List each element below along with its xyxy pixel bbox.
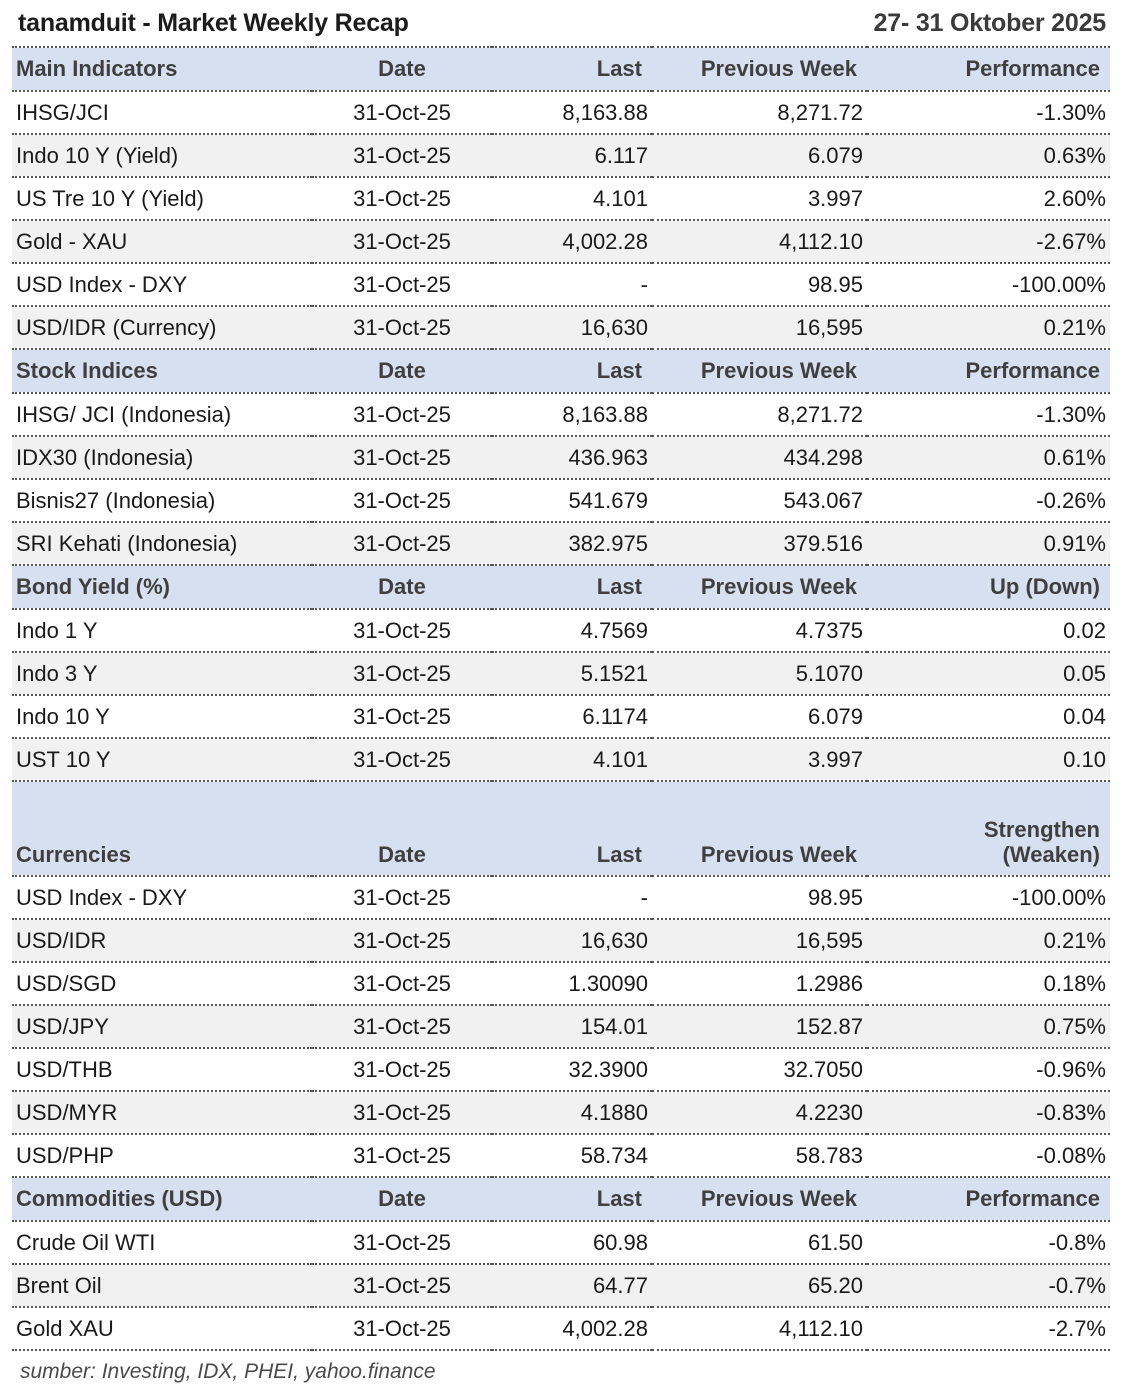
cell-instrument: Crude Oil WTI [12, 1221, 312, 1264]
table-row [12, 1264, 1110, 1307]
cell-last: 16,630 [492, 306, 652, 349]
cell-date: 31-Oct-25 [312, 876, 492, 919]
cell-previous-week: 58.783 [652, 1134, 867, 1177]
cell-date: 31-Oct-25 [312, 522, 492, 565]
cell-instrument: USD/THB [12, 1048, 312, 1091]
cell-instrument: Gold - XAU [12, 220, 312, 263]
cell-performance: 0.02 [867, 609, 1110, 652]
cell-performance: -0.83% [867, 1091, 1110, 1134]
cell-instrument: US Tre 10 Y (Yield) [12, 177, 312, 220]
cell-date: 31-Oct-25 [312, 1048, 492, 1091]
cell-previous-week: 32.7050 [652, 1048, 867, 1091]
cell-last: 6.117 [492, 134, 652, 177]
cell-last: 16,630 [492, 919, 652, 962]
cell-performance: -1.30% [867, 91, 1110, 134]
column-header-name: Main Indicators [12, 47, 312, 91]
cell-instrument: UST 10 Y [12, 738, 312, 781]
cell-previous-week: 98.95 [652, 263, 867, 306]
cell-previous-week: 6.079 [652, 695, 867, 738]
cell-previous-week: 4.7375 [652, 609, 867, 652]
cell-instrument: USD/SGD [12, 962, 312, 1005]
cell-last: 1.30090 [492, 962, 652, 1005]
table-body [12, 47, 1110, 1350]
table-row [12, 522, 1110, 565]
cell-last: 8,163.88 [492, 393, 652, 436]
cell-instrument: USD Index - DXY [12, 263, 312, 306]
table-row [12, 1134, 1110, 1177]
cell-date: 31-Oct-25 [312, 738, 492, 781]
column-header-date: Date [312, 349, 492, 393]
cell-performance: -0.26% [867, 479, 1110, 522]
cell-performance: -2.7% [867, 1307, 1110, 1350]
cell-last: 4,002.28 [492, 1307, 652, 1350]
table-row [12, 1005, 1110, 1048]
column-header-name: Bond Yield (%) [12, 565, 312, 609]
cell-previous-week: 379.516 [652, 522, 867, 565]
cell-previous-week: 3.997 [652, 738, 867, 781]
table-row [12, 220, 1110, 263]
cell-performance: -0.7% [867, 1264, 1110, 1307]
cell-instrument: Indo 3 Y [12, 652, 312, 695]
cell-previous-week: 8,271.72 [652, 91, 867, 134]
table-row [12, 134, 1110, 177]
cell-performance: -100.00% [867, 263, 1110, 306]
section-header-bond-yield [12, 565, 1110, 609]
cell-date: 31-Oct-25 [312, 652, 492, 695]
table-row [12, 962, 1110, 1005]
column-header-last: Last [492, 781, 652, 876]
cell-last: - [492, 876, 652, 919]
cell-date: 31-Oct-25 [312, 306, 492, 349]
source-note: sumber: Investing, IDX, PHEI, yahoo.finance [20, 1360, 436, 1383]
date-range-label: 27- 31 Oktober 2025 [873, 8, 1106, 37]
cell-last: 436.963 [492, 436, 652, 479]
cell-date: 31-Oct-25 [312, 479, 492, 522]
cell-performance: -100.00% [867, 876, 1110, 919]
cell-instrument: USD Index - DXY [12, 876, 312, 919]
cell-performance: 2.60% [867, 177, 1110, 220]
column-header-last: Last [492, 349, 652, 393]
cell-date: 31-Oct-25 [312, 919, 492, 962]
table-row [12, 306, 1110, 349]
cell-performance: 0.75% [867, 1005, 1110, 1048]
cell-performance: 0.21% [867, 306, 1110, 349]
column-header-name: Commodities (USD) [12, 1177, 312, 1221]
table-row [12, 1221, 1110, 1264]
column-header-date: Date [312, 1177, 492, 1221]
cell-date: 31-Oct-25 [312, 962, 492, 1005]
column-header-date: Date [312, 781, 492, 876]
table-row [12, 695, 1110, 738]
column-header-last: Last [492, 47, 652, 91]
table-row [12, 177, 1110, 220]
section-header-stock-indices [12, 349, 1110, 393]
cell-instrument: Brent Oil [12, 1264, 312, 1307]
cell-previous-week: 5.1070 [652, 652, 867, 695]
cell-last: 60.98 [492, 1221, 652, 1264]
table-row [12, 1091, 1110, 1134]
cell-date: 31-Oct-25 [312, 220, 492, 263]
table-row [12, 436, 1110, 479]
cell-performance: -1.30% [867, 393, 1110, 436]
cell-performance: -0.8% [867, 1221, 1110, 1264]
cell-performance: 0.10 [867, 738, 1110, 781]
cell-last: 4.101 [492, 177, 652, 220]
cell-instrument: Indo 1 Y [12, 609, 312, 652]
column-header-performance: Strengthen (Weaken) [867, 781, 1110, 876]
title-bar [12, 0, 1110, 46]
cell-date: 31-Oct-25 [312, 1307, 492, 1350]
cell-previous-week: 4,112.10 [652, 220, 867, 263]
table-row [12, 393, 1110, 436]
cell-previous-week: 65.20 [652, 1264, 867, 1307]
cell-previous-week: 152.87 [652, 1005, 867, 1048]
column-header-previous-week: Previous Week [652, 781, 867, 876]
column-header-previous-week: Previous Week [652, 565, 867, 609]
cell-date: 31-Oct-25 [312, 1005, 492, 1048]
cell-last: 4.7569 [492, 609, 652, 652]
cell-instrument: Gold XAU [12, 1307, 312, 1350]
cell-date: 31-Oct-25 [312, 393, 492, 436]
cell-last: 541.679 [492, 479, 652, 522]
column-header-performance: Performance [867, 349, 1110, 393]
cell-last: 8,163.88 [492, 91, 652, 134]
column-header-last: Last [492, 565, 652, 609]
table-row [12, 263, 1110, 306]
cell-last: 4,002.28 [492, 220, 652, 263]
cell-instrument: USD/MYR [12, 1091, 312, 1134]
column-header-previous-week: Previous Week [652, 1177, 867, 1221]
table-row [12, 1048, 1110, 1091]
cell-instrument: USD/IDR (Currency) [12, 306, 312, 349]
cell-instrument: USD/IDR [12, 919, 312, 962]
column-header-last: Last [492, 1177, 652, 1221]
cell-previous-week: 16,595 [652, 306, 867, 349]
column-header-date: Date [312, 565, 492, 609]
table-row [12, 876, 1110, 919]
cell-last: 6.1174 [492, 695, 652, 738]
cell-last: - [492, 263, 652, 306]
cell-date: 31-Oct-25 [312, 91, 492, 134]
cell-previous-week: 6.079 [652, 134, 867, 177]
cell-performance: 0.04 [867, 695, 1110, 738]
cell-date: 31-Oct-25 [312, 1264, 492, 1307]
cell-date: 31-Oct-25 [312, 1221, 492, 1264]
cell-date: 31-Oct-25 [312, 177, 492, 220]
section-header-main-indicators [12, 47, 1110, 91]
cell-date: 31-Oct-25 [312, 134, 492, 177]
cell-instrument: SRI Kehati (Indonesia) [12, 522, 312, 565]
cell-previous-week: 61.50 [652, 1221, 867, 1264]
cell-last: 32.3900 [492, 1048, 652, 1091]
cell-performance: -2.67% [867, 220, 1110, 263]
cell-performance: -0.08% [867, 1134, 1110, 1177]
cell-instrument: IHSG/ JCI (Indonesia) [12, 393, 312, 436]
cell-instrument: USD/PHP [12, 1134, 312, 1177]
column-header-performance: Performance [867, 1177, 1110, 1221]
column-header-name: Stock Indices [12, 349, 312, 393]
cell-previous-week: 98.95 [652, 876, 867, 919]
column-header-previous-week: Previous Week [652, 47, 867, 91]
page-title: tanamduit - Market Weekly Recap [18, 8, 409, 37]
cell-date: 31-Oct-25 [312, 609, 492, 652]
cell-last: 4.1880 [492, 1091, 652, 1134]
cell-date: 31-Oct-25 [312, 1091, 492, 1134]
cell-instrument: Indo 10 Y [12, 695, 312, 738]
cell-previous-week: 543.067 [652, 479, 867, 522]
column-header-performance: Performance [867, 47, 1110, 91]
cell-instrument: IHSG/JCI [12, 91, 312, 134]
cell-previous-week: 16,595 [652, 919, 867, 962]
cell-last: 382.975 [492, 522, 652, 565]
cell-previous-week: 8,271.72 [652, 393, 867, 436]
cell-last: 4.101 [492, 738, 652, 781]
cell-instrument: Indo 10 Y (Yield) [12, 134, 312, 177]
cell-performance: 0.61% [867, 436, 1110, 479]
cell-previous-week: 4,112.10 [652, 1307, 867, 1350]
cell-previous-week: 434.298 [652, 436, 867, 479]
cell-performance: -0.96% [867, 1048, 1110, 1091]
table-row [12, 609, 1110, 652]
table-row [12, 738, 1110, 781]
cell-last: 58.734 [492, 1134, 652, 1177]
cell-performance: 0.05 [867, 652, 1110, 695]
cell-last: 154.01 [492, 1005, 652, 1048]
cell-performance: 0.63% [867, 134, 1110, 177]
cell-instrument: IDX30 (Indonesia) [12, 436, 312, 479]
cell-date: 31-Oct-25 [312, 1134, 492, 1177]
column-header-previous-week: Previous Week [652, 349, 867, 393]
table-row [12, 652, 1110, 695]
column-header-performance: Up (Down) [867, 565, 1110, 609]
cell-instrument: USD/JPY [12, 1005, 312, 1048]
cell-last: 64.77 [492, 1264, 652, 1307]
section-header-currencies [12, 781, 1110, 876]
cell-previous-week: 1.2986 [652, 962, 867, 1005]
market-recap-table [12, 46, 1110, 1351]
table-row [12, 91, 1110, 134]
cell-performance: 0.18% [867, 962, 1110, 1005]
column-header-date: Date [312, 47, 492, 91]
cell-date: 31-Oct-25 [312, 436, 492, 479]
cell-performance: 0.21% [867, 919, 1110, 962]
cell-last: 5.1521 [492, 652, 652, 695]
cell-date: 31-Oct-25 [312, 263, 492, 306]
column-header-name: Currencies [12, 781, 312, 876]
table-row [12, 919, 1110, 962]
cell-date: 31-Oct-25 [312, 695, 492, 738]
cell-performance: 0.91% [867, 522, 1110, 565]
cell-instrument: Bisnis27 (Indonesia) [12, 479, 312, 522]
section-header-commodities [12, 1177, 1110, 1221]
cell-previous-week: 3.997 [652, 177, 867, 220]
table-row [12, 479, 1110, 522]
cell-previous-week: 4.2230 [652, 1091, 867, 1134]
